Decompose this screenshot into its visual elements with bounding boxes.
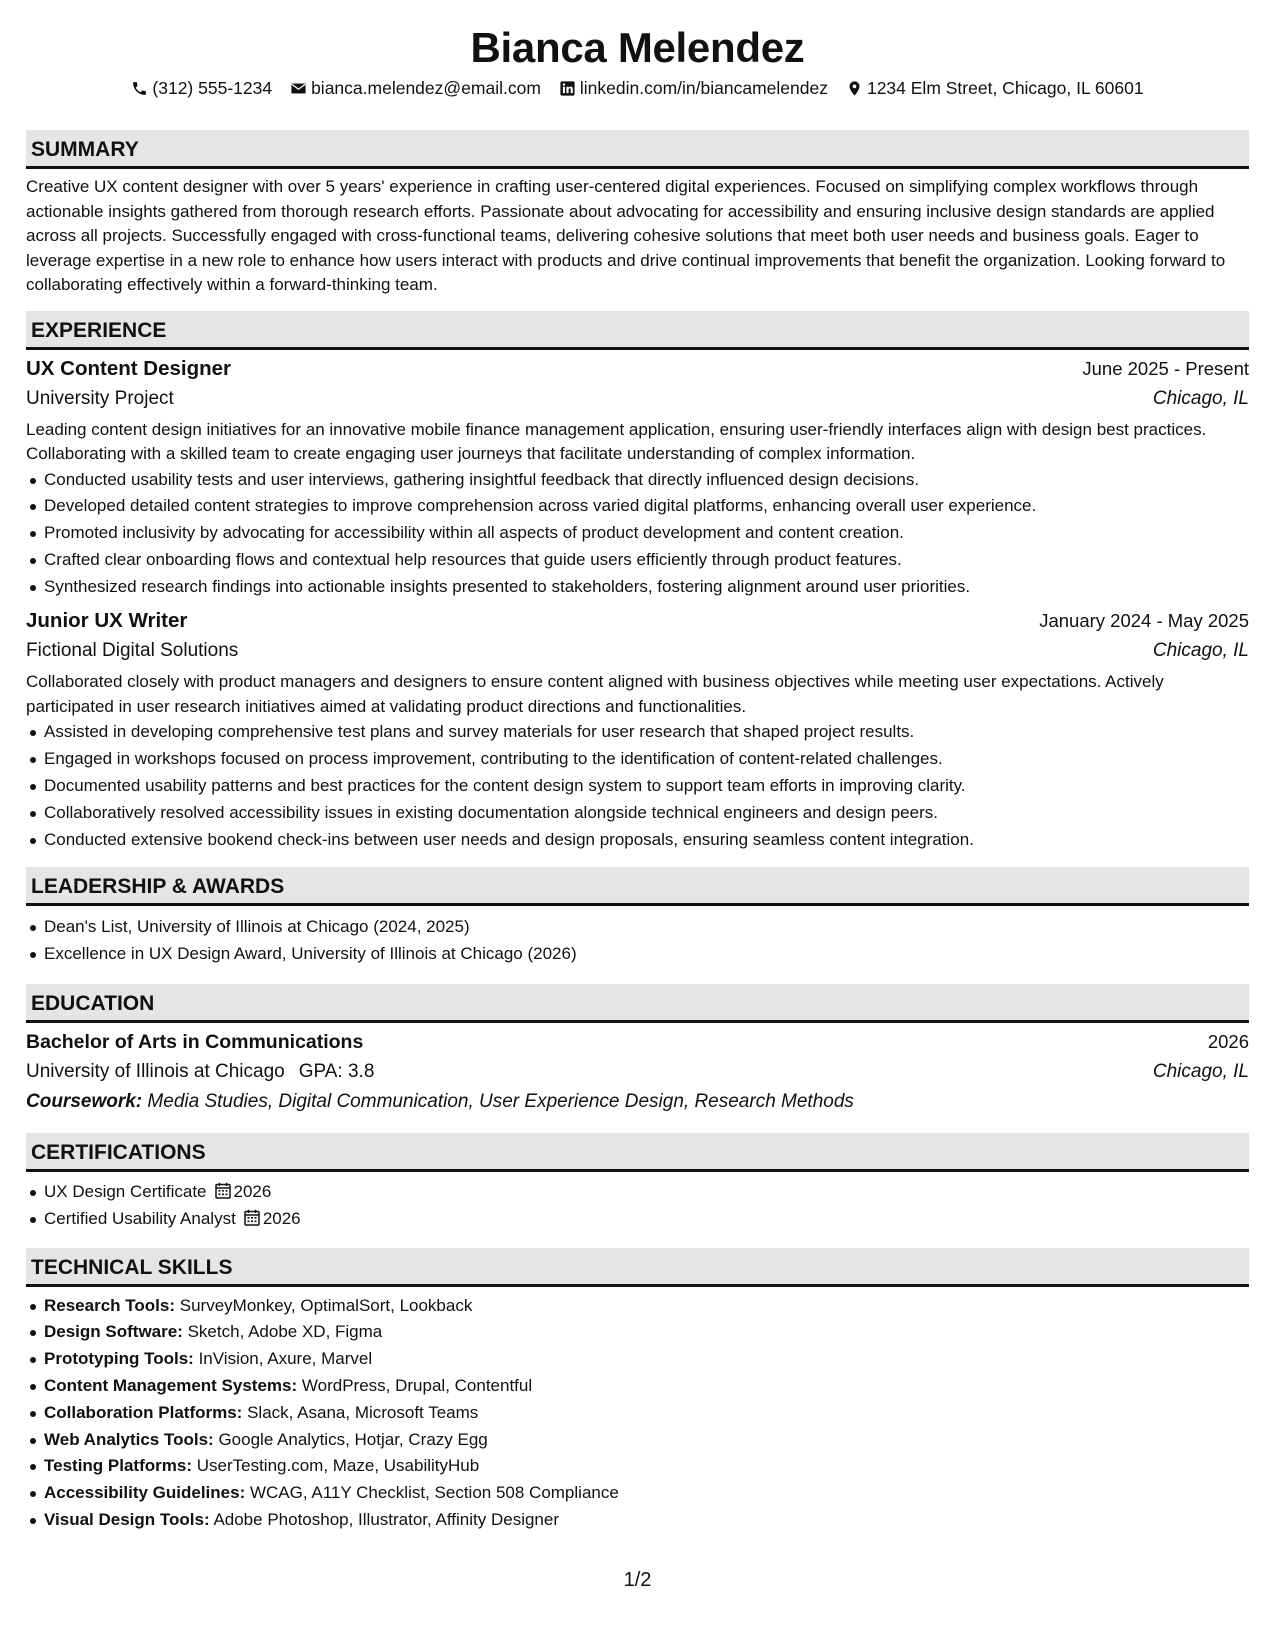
address-text: 1234 Elm Street, Chicago, IL 60601 [866, 78, 1144, 98]
skill-value: Sketch, Adobe XD, Figma [187, 1322, 383, 1342]
list-item [26, 1319, 1249, 1346]
skill-label: Design Software: [44, 1322, 183, 1342]
school-line [26, 1057, 374, 1087]
job-bullets [26, 719, 1249, 853]
list-item: Engaged in workshops focused on process improvement, contributing to the identification of content-related challenges. [26, 746, 1249, 773]
education-location: Chicago, IL [1152, 1061, 1249, 1083]
list-item: Assisted in developing comprehensive test plans and survey materials for user research that shaped project results. [26, 719, 1249, 746]
list-item [26, 1427, 1249, 1454]
calendar-icon [244, 1209, 260, 1226]
job-description: Leading content design initiatives for an innovative mobile finance management application, ensuring user-friendly interfaces align with design best practices. Collaborating with a skilled team to create engaging user journeys that facilitate understanding of complex information. [26, 419, 1207, 463]
skill-value: UserTesting.com, Maze, UsabilityHub [196, 1456, 480, 1476]
list-item: Excellence in UX Design Award, University of Illinois at Chicago (2026) [26, 941, 1249, 968]
linkedin-icon [559, 80, 576, 97]
list-item: Promoted inclusivity by advocating for accessibility within all aspects of product development and content creation. [26, 520, 1249, 547]
list-item [26, 1453, 1249, 1480]
skill-label: Collaboration Platforms: [44, 1402, 243, 1422]
job-dates: June 2025 - Present [1082, 357, 1249, 379]
job-title: UX Content Designer [26, 356, 232, 380]
cert-name: UX Design Certificate [44, 1182, 207, 1202]
job-location: Chicago, IL [1152, 387, 1249, 409]
contact-bar [26, 76, 1249, 100]
list-item [26, 1373, 1249, 1400]
list-item [26, 1480, 1249, 1507]
skill-value: WordPress, Drupal, Contentful [301, 1376, 533, 1396]
gpa: GPA: 3.8 [298, 1061, 375, 1083]
envelope-icon [290, 80, 307, 97]
coursework [26, 1087, 1249, 1117]
contact-email[interactable] [290, 76, 541, 100]
summary-text: Creative UX content designer with over 5 years' experience in crafting user-centered digital experiences. Focused on simplifying complex workflows through actionable insights gathered from thorough research efforts. Passionate about advocating for accessibility and ensuring inclusive design standards are applied across all projects. Successfully engaged with cross-functional teams, delivering cohesive solutions that meet both user needs and business goals. Eager to leverage expertise in a new role to enhance how users interact with products and drive continual improvements that benefit the organization. Looking forward to collaborating effectively within a forward-thinking team. [26, 177, 1226, 294]
phone-icon [131, 80, 148, 97]
school-name: University of Illinois at Chicago [26, 1061, 285, 1083]
section-certifications-heading: CERTIFICATIONS [26, 1133, 1249, 1172]
job-description: Collaborated closely with product managers and designers to ensure content aligned with business objectives while meeting user expectations. Actively participated in user research initiatives aimed at validating product directions and functionalities. [26, 672, 1164, 716]
job-org: University Project [26, 387, 174, 409]
cert-year: 2026 [262, 1208, 301, 1228]
calendar-icon [215, 1182, 231, 1199]
section-experience-heading: EXPERIENCE [26, 311, 1249, 350]
skill-value: Google Analytics, Hotjar, Crazy Egg [218, 1429, 488, 1449]
job-org: Fictional Digital Solutions [26, 640, 239, 662]
coursework-text: Media Studies, Digital Communication, User Experience Design, Research Methods [147, 1091, 854, 1113]
list-item [26, 1400, 1249, 1427]
education-entry [26, 1027, 1249, 1117]
section-education-heading: EDUCATION [26, 984, 1249, 1023]
skill-value: Adobe Photoshop, Illustrator, Affinity Designer [213, 1510, 559, 1530]
skill-value: SurveyMonkey, OptimalSort, Lookback [179, 1295, 473, 1315]
job-entry [26, 354, 1249, 601]
contact-address [846, 76, 1144, 100]
section-summary-heading: SUMMARY [26, 130, 1249, 169]
list-item: Conducted usability tests and user interviews, gathering insightful feedback that directly influenced design decisions. [26, 467, 1249, 494]
cert-year: 2026 [233, 1182, 272, 1202]
degree: Bachelor of Arts in Communications [26, 1031, 364, 1054]
skill-label: Testing Platforms: [44, 1456, 192, 1476]
skill-label: Web Analytics Tools: [44, 1429, 214, 1449]
linkedin-text: linkedin.com/in/biancamelendez [579, 78, 828, 98]
list-item [26, 1293, 1249, 1320]
list-item: Developed detailed content strategies to improve comprehension across varied digital platforms, enhancing overall user experience. [26, 493, 1249, 520]
contact-phone[interactable] [131, 76, 272, 100]
contact-linkedin[interactable] [559, 76, 828, 100]
email-text: bianca.melendez@email.com [311, 78, 541, 98]
list-item: Synthesized research findings into actionable insights presented to stakeholders, fostering alignment around user priorities. [26, 574, 1249, 601]
job-entry [26, 606, 1249, 853]
cert-name: Certified Usability Analyst [44, 1208, 236, 1228]
map-pin-icon [846, 80, 863, 97]
candidate-name: Bianca Melendez [470, 24, 805, 71]
list-item: Collaboratively resolved accessibility issues in existing documentation alongside technical engineers and design peers. [26, 800, 1249, 827]
list-item: Documented usability patterns and best practices for the content design system to support team efforts in improving clarity. [26, 773, 1249, 800]
list-item: Conducted extensive bookend check-ins between user needs and design proposals, ensuring seamless content integration. [26, 827, 1249, 854]
job-location: Chicago, IL [1152, 640, 1249, 662]
skill-value: InVision, Axure, Marvel [198, 1349, 373, 1369]
phone-text: (312) 555-1234 [152, 78, 273, 98]
leadership-list [26, 914, 1249, 968]
education-year: 2026 [1207, 1031, 1249, 1053]
job-title: Junior UX Writer [26, 609, 188, 633]
list-item: Dean's List, University of Illinois at Chicago (2024, 2025) [26, 914, 1249, 941]
list-item [26, 1346, 1249, 1373]
section-leadership-heading: LEADERSHIP & AWARDS [26, 867, 1249, 906]
page-number: 1/2 [623, 1569, 652, 1591]
skills-list [26, 1293, 1249, 1534]
list-item [26, 1206, 1249, 1233]
certifications-list [26, 1179, 1249, 1233]
resume-page [26, 22, 1249, 1534]
skill-label: Prototyping Tools: [44, 1349, 194, 1369]
skill-label: Research Tools: [44, 1295, 176, 1315]
skill-label: Visual Design Tools: [44, 1510, 210, 1530]
job-dates: January 2024 - May 2025 [1039, 610, 1249, 632]
section-skills-heading: TECHNICAL SKILLS [26, 1248, 1249, 1287]
skill-label: Accessibility Guidelines: [44, 1483, 246, 1503]
list-item [26, 1179, 1249, 1206]
skill-label: Content Management Systems: [44, 1376, 298, 1396]
list-item: Crafted clear onboarding flows and contextual help resources that guide users efficiently through product features. [26, 547, 1249, 574]
skill-value: WCAG, A11Y Checklist, Section 508 Compliance [249, 1483, 619, 1503]
skill-value: Slack, Asana, Microsoft Teams [247, 1402, 479, 1422]
list-item [26, 1507, 1249, 1534]
job-bullets [26, 467, 1249, 601]
coursework-label: Coursework: [26, 1091, 143, 1113]
